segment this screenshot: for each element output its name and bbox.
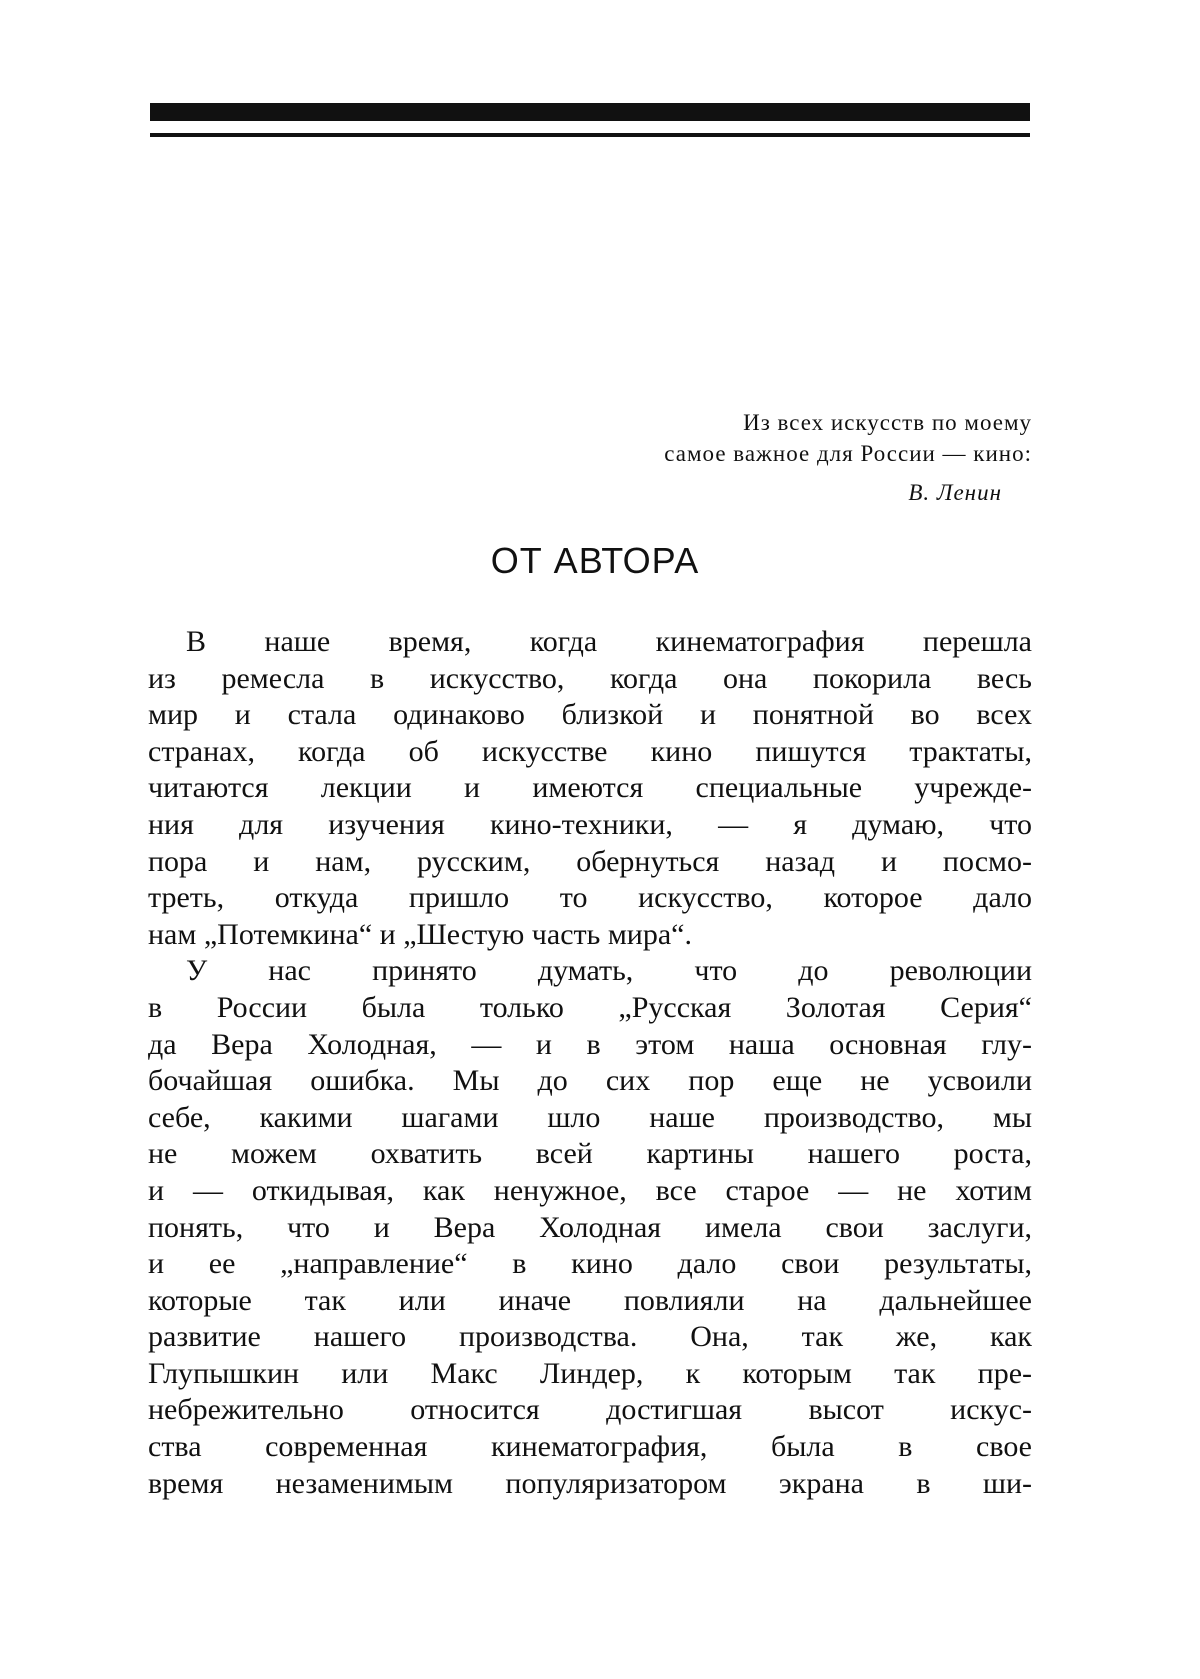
text-line: и ее „направление“ в кино дало свои результаты, xyxy=(148,1247,1032,1281)
text-line: пора и нам, русским, обернуться назад и посмо- xyxy=(148,844,1032,878)
text-line: У нас принято думать, что до революции xyxy=(186,954,1032,988)
text-line: себе, какими шагами шло наше производство, мы xyxy=(148,1100,1032,1134)
body-text xyxy=(148,624,1032,1502)
epigraph-author: В. Ленин xyxy=(908,480,1002,505)
text-line: время незаменимым популяризатором экрана в ши- xyxy=(148,1466,1032,1500)
text-line: из ремесла в искусство, когда она покорила весь xyxy=(148,661,1032,695)
text-line: нам „Потемкина“ и „Шестую часть мира“. xyxy=(148,917,692,951)
text-line: не можем охватить всей картины нашего роста, xyxy=(148,1137,1032,1171)
text-line: да Вера Холодная, — и в этом наша основная глу- xyxy=(148,1027,1032,1061)
text-line: В наше время, когда кинематография перешла xyxy=(186,625,1032,658)
header-rule-thin xyxy=(150,133,1030,137)
epigraph xyxy=(472,407,1032,508)
text-line: треть, откуда пришло то искусство, которое дало xyxy=(148,881,1032,915)
text-line: понять, что и Вера Холодная имела свои заслуги, xyxy=(148,1210,1032,1244)
header-rule-thick xyxy=(150,103,1030,121)
page-title: ОТ АВТОРА xyxy=(490,540,700,581)
text-line: в России была только „Русская Золотая Серия“ xyxy=(148,990,1032,1024)
text-line: и — откидывая, как ненужное, все старое — не хотим xyxy=(148,1173,1032,1207)
text-line: развитие нашего производства. Она, так же, как xyxy=(148,1320,1032,1354)
text-line: Глупышкин или Макс Линдер, к которым так пре- xyxy=(148,1356,1032,1390)
text-line: странах, когда об искусстве кино пишутся трактаты, xyxy=(148,734,1032,768)
text-line: мир и стала одинаково близкой и понятной во всех xyxy=(148,698,1032,732)
epigraph-line: Из всех искусств по моему xyxy=(743,410,1032,435)
text-line: небрежительно относится достигшая высот искус- xyxy=(148,1393,1032,1427)
text-line: которые так или иначе повлияли на дальнейшее xyxy=(148,1283,1032,1317)
text-line: ства современная кинематография, была в свое xyxy=(148,1430,1032,1464)
text-line: читаются лекции и имеются специальные учрежде- xyxy=(148,771,1032,805)
text-line: бочайшая ошибка. Мы до сих пор еще не усвоили xyxy=(148,1064,1032,1098)
epigraph-line: самое важное для России — кино: xyxy=(664,441,1032,466)
text-line: ния для изучения кино-техники, — я думаю, что xyxy=(148,807,1032,841)
